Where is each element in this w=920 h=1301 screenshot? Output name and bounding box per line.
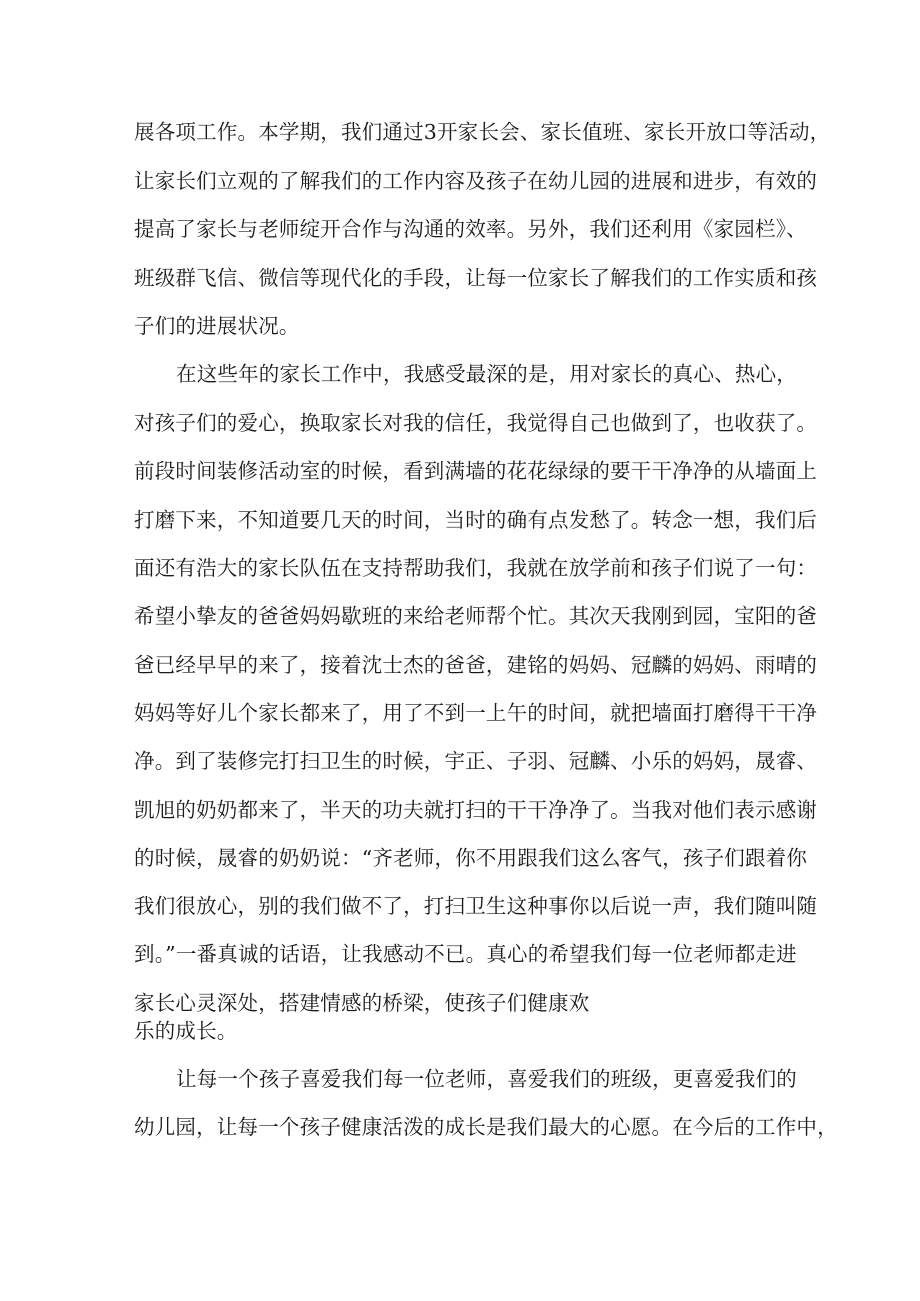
text-line: 让每一个孩子喜爱我们每一位老师，喜爱我们的班级，更喜爱我们的 [176, 1067, 797, 1091]
text-line: 到。”一番真诚的话语，让我感动不已。真心的希望我们每一位老师都走进 [134, 942, 797, 966]
text-line: 面还有浩大的家长队伍在支持帮助我们，我就在放学前和孩子们说了一句： [134, 556, 818, 580]
text-line: 幼儿园，让每一个孩子健康活泼的成长是我们最大的心愿。在今后的工作中， [134, 1115, 838, 1139]
text-line: 展各项工作。本学期，我们通过3开家长会、家长值班、家长开放口等活动， [134, 120, 831, 144]
text-line: 的时候，晟睿的奶奶说：“齐老师，你不用跟我们这么客气，孩子们跟着你 [134, 846, 808, 870]
text-line: 班级群飞信、微信等现代化的手段，让每一位家长了解我们的工作实质和孩 [134, 266, 818, 290]
text-line: 希望小挚友的爸爸妈妈歇班的来给老师帮个忙。其次天我刚到园，宝阳的爸 [134, 604, 818, 628]
text-line: 净。到了装修完打扫卫生的时候，宇正、子羽、冠麟、小乐的妈妈，晟睿、 [134, 749, 818, 773]
text-line: 让家长们立观的了解我们的工作内容及孩子在幼儿园的进展和进步，有效的 [134, 169, 818, 193]
text-line: 提高了家长与老师绽开合作与沟通的效率。另外，我们还利用《家园栏》、 [134, 217, 807, 241]
text-line: 对孩子们的爱心，换取家长对我的信任，我觉得自己也做到了，也收获了。 [134, 411, 818, 435]
text-line: 子们的进展状况。 [134, 314, 300, 338]
text-line: 乐的成长。 [134, 1019, 238, 1043]
text-line: 凯旭的奶奶都来了，半天的功夫就打扫的干干净净了。当我对他们表示感谢 [134, 798, 818, 822]
text-line: 在这些年的家长工作中，我感受最深的是，用对家长的真心、热心， [176, 362, 797, 386]
text-line: 我们很放心，别的我们做不了，打扫卫生这种事你以后说一声，我们随叫随 [134, 894, 818, 918]
text-line: 妈妈等好儿个家长都来了，用了不到一上午的时间，就把墙面打磨得干干净 [134, 701, 818, 725]
text-line: 前段时间装修活动室的时候，看到满墙的花花绿绿的要干干净净的从墙面上 [134, 459, 818, 483]
text-line: 打磨下来，不知道要几天的时间，当时的确有点发愁了。转念一想，我们后 [134, 508, 818, 532]
text-line: 家长心灵深处，搭建情感的桥梁，使孩子们健康欢 [134, 991, 590, 1015]
text-line: 爸已经早早的来了，接着沈士杰的爸爸，建铭的妈妈、冠麟的妈妈、雨晴的 [134, 653, 818, 677]
